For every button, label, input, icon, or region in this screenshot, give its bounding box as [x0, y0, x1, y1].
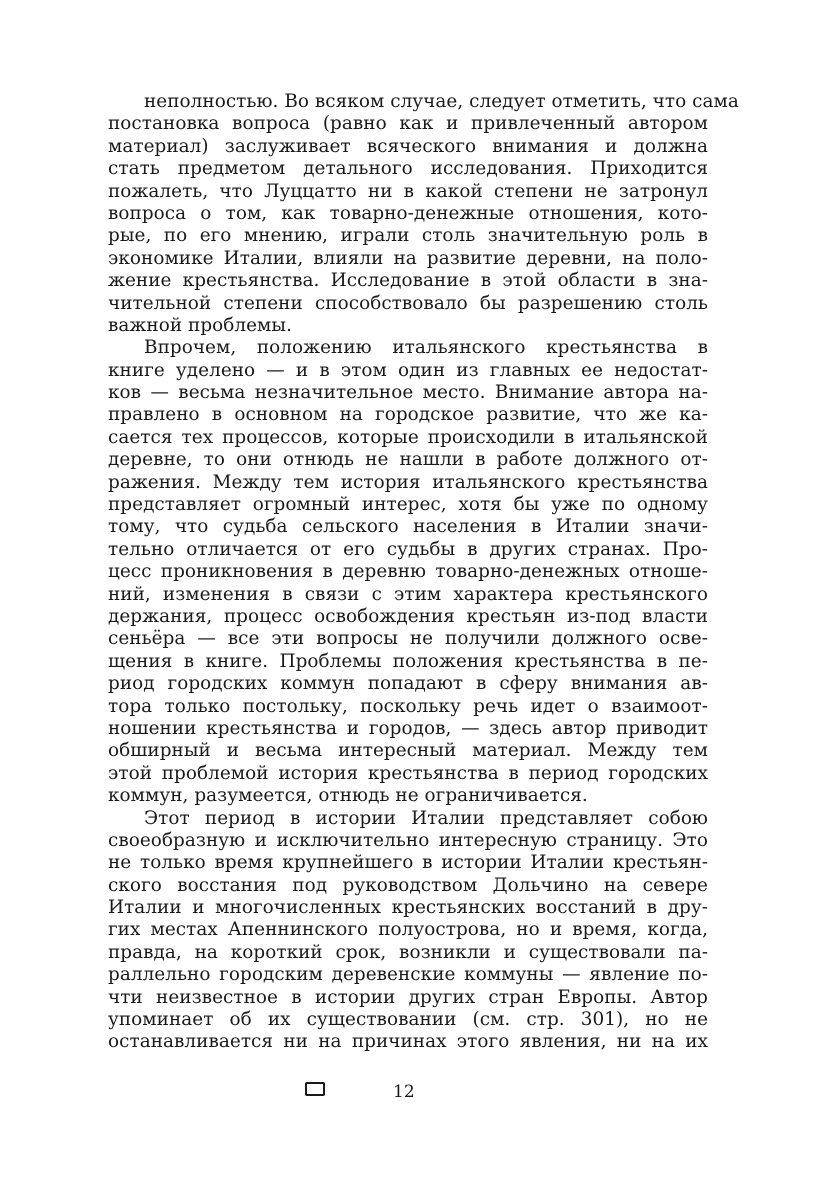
- page-number: 12: [393, 1082, 415, 1102]
- stamp-mark: [305, 1082, 325, 1096]
- text-line: стать предметом детального исследования. Приходится: [108, 158, 708, 180]
- text-line: ражения. Между тем история итальянского крестьянства: [108, 471, 708, 493]
- text-line: упоминает об их существовании (см. стр. 301), но не: [108, 1009, 708, 1031]
- text-line: останавливается ни на причинах этого явления, ни на их: [108, 1031, 708, 1053]
- text-line: этой проблемой история крестьянства в период городских: [108, 762, 708, 784]
- text-line: рые, по его мнению, играли столь значительную роль в: [108, 225, 708, 247]
- text-line: тельно отличается от его судьбы в других странах. Про-: [108, 538, 708, 560]
- text-line: Италии и многочисленных крестьянских восстаний в дру-: [108, 897, 708, 919]
- text-line: обширный и весьма интересный материал. Между тем: [108, 740, 708, 762]
- text-line: неполностью. Во всяком случае, следует отметить, что сама: [144, 91, 739, 112]
- text-line: не только время крупнейшего в истории Италии крестьян-: [108, 852, 708, 874]
- text-line: своеобразную и исключительно интересную страницу. Это: [108, 829, 708, 851]
- text-line: сается тех процессов, которые происходили в итальянской: [108, 426, 708, 448]
- page-body: [108, 91, 739, 1054]
- text-line: важной проблемы.: [108, 314, 292, 336]
- text-line: риод городских коммун попадают в сферу внимания ав-: [108, 673, 708, 695]
- text-line: правлено в основном на городское развитие, что же ка-: [108, 404, 708, 426]
- text-line: тора только постольку, поскольку речь идет о взаимоот-: [108, 695, 708, 717]
- text-line: материал) заслуживает всяческого внимания и должна: [108, 135, 708, 157]
- text-line: книге уделено — и в этом один из главных ее недостат-: [108, 359, 708, 381]
- text-line: держания, процесс освобождения крестьян из-под власти: [108, 605, 708, 627]
- text-line: экономике Италии, влияли на развитие деревни, на поло-: [108, 247, 708, 269]
- text-line: вопроса о том, как товарно-денежные отношения, кото-: [108, 202, 708, 224]
- text-line: сеньёра — все эти вопросы не получили должного осве-: [108, 628, 708, 650]
- text-line: гих местах Апеннинского полуострова, но и время, когда,: [108, 919, 708, 941]
- text-line: постановка вопроса (равно как и привлеченный автором: [108, 113, 708, 135]
- text-line: ков — весьма незначительное место. Внимание автора на-: [108, 382, 708, 404]
- text-line: жение крестьянства. Исследование в этой области в зна-: [108, 270, 708, 292]
- text-line: раллельно городским деревенские коммуны — явление по-: [108, 964, 708, 986]
- text-line: чительной степени способствовало бы разрешению столь: [108, 292, 708, 314]
- text-line: тому, что судьба сельского населения в Италии значи-: [108, 516, 708, 538]
- text-line: деревне, то они отнюдь не нашли в работе должного от-: [108, 449, 708, 471]
- text-line: пожалеть, что Луццатто ни в какой степени не затронул: [108, 180, 708, 202]
- text-line: щения в книге. Проблемы положения крестьянства в пе-: [108, 650, 708, 672]
- text-line: Этот период в истории Италии представляет собою: [144, 807, 708, 829]
- text-line: ний, изменения в связи с этим характера крестьянского: [108, 583, 708, 605]
- text-line: Впрочем, положению итальянского крестьянства в: [144, 337, 708, 359]
- paragraph: [108, 808, 708, 1054]
- text-line: ского восстания под руководством Дольчино на севере: [108, 874, 708, 896]
- text-line: коммун, разумеется, отнюдь не ограничивается.: [108, 785, 588, 807]
- text-line: ношении крестьянства и городов, — здесь автор приводит: [108, 717, 708, 739]
- text-line: правда, на короткий срок, возникли и существовали па-: [108, 941, 708, 963]
- paragraph: [108, 91, 739, 337]
- paragraph: [108, 337, 708, 807]
- text-line: чти неизвестное в истории других стран Европы. Автор: [108, 986, 708, 1008]
- text-line: представляет огромный интерес, хотя бы уже по одному: [108, 494, 708, 516]
- text-line: цесс проникновения в деревню товарно-денежных отноше-: [108, 561, 708, 583]
